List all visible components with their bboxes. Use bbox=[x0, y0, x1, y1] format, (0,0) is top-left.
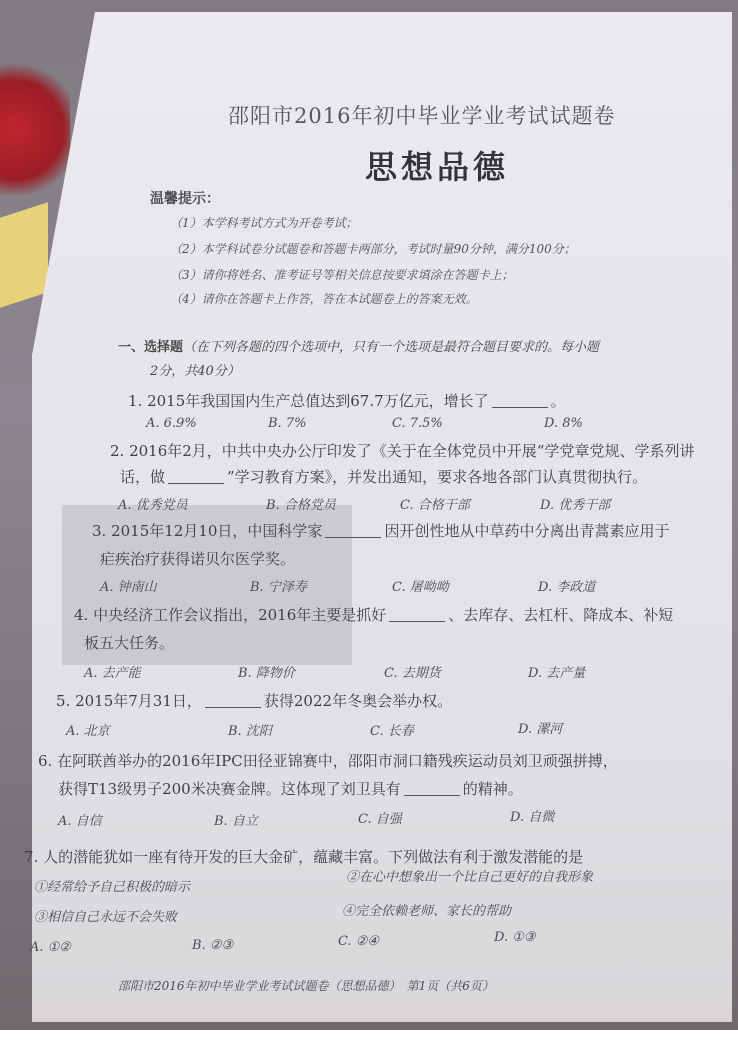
q7-statement-4: ④完全依赖老师、家长的帮助 bbox=[342, 904, 512, 919]
q2-option-a: A. 优秀党员 bbox=[118, 498, 188, 513]
q6-option-a: A. 自信 bbox=[58, 814, 102, 829]
page-footer bbox=[118, 977, 494, 994]
exam-title: 邵阳市2016年初中毕业学业考试试题卷 bbox=[228, 104, 616, 128]
notice-title: 温馨提示： bbox=[150, 191, 220, 207]
q3-option-a: A. 钟南山 bbox=[100, 580, 157, 595]
question-4-cont: 板五大任务。 bbox=[84, 634, 175, 652]
footer-title: 邵阳市2016年初中毕业学业考试试题卷（思想品德） bbox=[118, 979, 395, 993]
q2-option-c: C. 合格干部 bbox=[400, 498, 470, 513]
q1-option-c: C. 7.5% bbox=[392, 416, 443, 431]
question-5: 5. 2015年7月31日， 获得2022年冬奥会举办权。 bbox=[56, 692, 453, 710]
notice-item: （4）请你在答题卡上作答，答在本试题卷上的答案无效。 bbox=[170, 292, 478, 306]
q6-option-c: C. 自强 bbox=[358, 812, 402, 827]
q7-option-d: D. ①③ bbox=[494, 930, 536, 945]
q7-statement-2: ②在心中想象出一个比自己更好的自我形象 bbox=[346, 870, 594, 885]
subject-title: 思想品德 bbox=[365, 148, 510, 186]
q5-option-b: B. 沈阳 bbox=[228, 724, 272, 739]
notice-item: （3）请你将姓名、准考证号等相关信息按要求填涂在答题卡上； bbox=[170, 268, 514, 282]
question-3: 3. 2015年12月10日，中国科学家 因开创性地从中草药中分离出青蒿素应用于 bbox=[92, 522, 670, 540]
question-2-cont: 话，做 ”学习教育方案》，并发出通知，要求各地各部门认真贯彻执行。 bbox=[120, 468, 648, 486]
question-3-cont: 疟疾治疗获得诺贝尔医学奖。 bbox=[100, 550, 296, 568]
question-6-cont: 获得T13级男子200米决赛金牌。这体现了刘卫具有 的精神。 bbox=[58, 780, 523, 798]
q7-option-b: B. ②③ bbox=[192, 938, 234, 953]
q5-option-d: D. 漯河 bbox=[518, 722, 563, 737]
section-instruction-cont: 2分，共40分） bbox=[150, 364, 240, 379]
question-2: 2. 2016年2月，中共中央办公厅印发了《关于在全体党员中开展“学党章党规、学系列讲 bbox=[110, 442, 695, 460]
q7-option-a: A. ①② bbox=[30, 940, 71, 955]
q5-option-a: A. 北京 bbox=[66, 724, 110, 739]
q6-option-b: B. 自立 bbox=[214, 814, 258, 829]
q7-option-c: C. ②④ bbox=[338, 934, 380, 949]
q5-option-c: C. 长春 bbox=[370, 724, 414, 739]
q4-option-d: D. 去产量 bbox=[528, 666, 586, 681]
q4-option-a: A. 去产能 bbox=[84, 666, 141, 681]
section-instruction: （在下列各题的四个选项中，只有一个选项是最符合题目要求的。每小题 bbox=[183, 340, 600, 355]
q1-option-d: D. 8% bbox=[544, 416, 583, 431]
red-object bbox=[0, 60, 70, 200]
q4-option-b: B. 降物价 bbox=[238, 666, 295, 681]
q2-option-b: B. 合格党员 bbox=[266, 498, 336, 513]
q1-option-b: B. 7% bbox=[268, 416, 307, 431]
question-4: 4. 中央经济工作会议指出，2016年主要是抓好 、去库存、去杠杆、降成本、补短 bbox=[74, 606, 674, 624]
notice-item: （2）本学科试卷分试题卷和答题卡两部分，考试时量90分钟，满分100分； bbox=[170, 242, 576, 256]
question-1: 1. 2015年我国国内生产总值达到67.7万亿元，增长了 。 bbox=[128, 392, 566, 410]
notice-item: （1）本学科考试方式为开卷考试； bbox=[170, 216, 358, 230]
section-label: 一、选择题 bbox=[118, 340, 184, 355]
q3-option-b: B. 宁泽寿 bbox=[250, 580, 307, 595]
question-6: 6. 在阿联酋举办的2016年IPC田径亚锦赛中，邵阳市洞口籍残疾运动员刘卫顽强拼搏， bbox=[38, 752, 618, 770]
yellow-paper bbox=[0, 202, 48, 308]
q2-option-d: D. 优秀干部 bbox=[540, 498, 611, 513]
q7-statement-1: ①经常给予自己积极的暗示 bbox=[34, 880, 191, 895]
section-heading bbox=[118, 336, 599, 355]
bottom-margin bbox=[0, 1030, 738, 1054]
q1-option-a: A. 6.9% bbox=[146, 416, 197, 431]
q6-option-d: D. 自微 bbox=[510, 810, 555, 825]
q7-statement-3: ③相信自己永远不会失败 bbox=[34, 910, 178, 925]
page-number: 第1页（共6页） bbox=[406, 979, 494, 993]
q4-option-c: C. 去期货 bbox=[384, 666, 441, 681]
question-7: 7. 人的潜能犹如一座有待开发的巨大金矿，蕴藏丰富。下列做法有利于激发潜能的是 bbox=[24, 848, 584, 866]
q3-option-d: D. 李政道 bbox=[538, 580, 596, 595]
q3-option-c: C. 屠呦呦 bbox=[392, 580, 449, 595]
